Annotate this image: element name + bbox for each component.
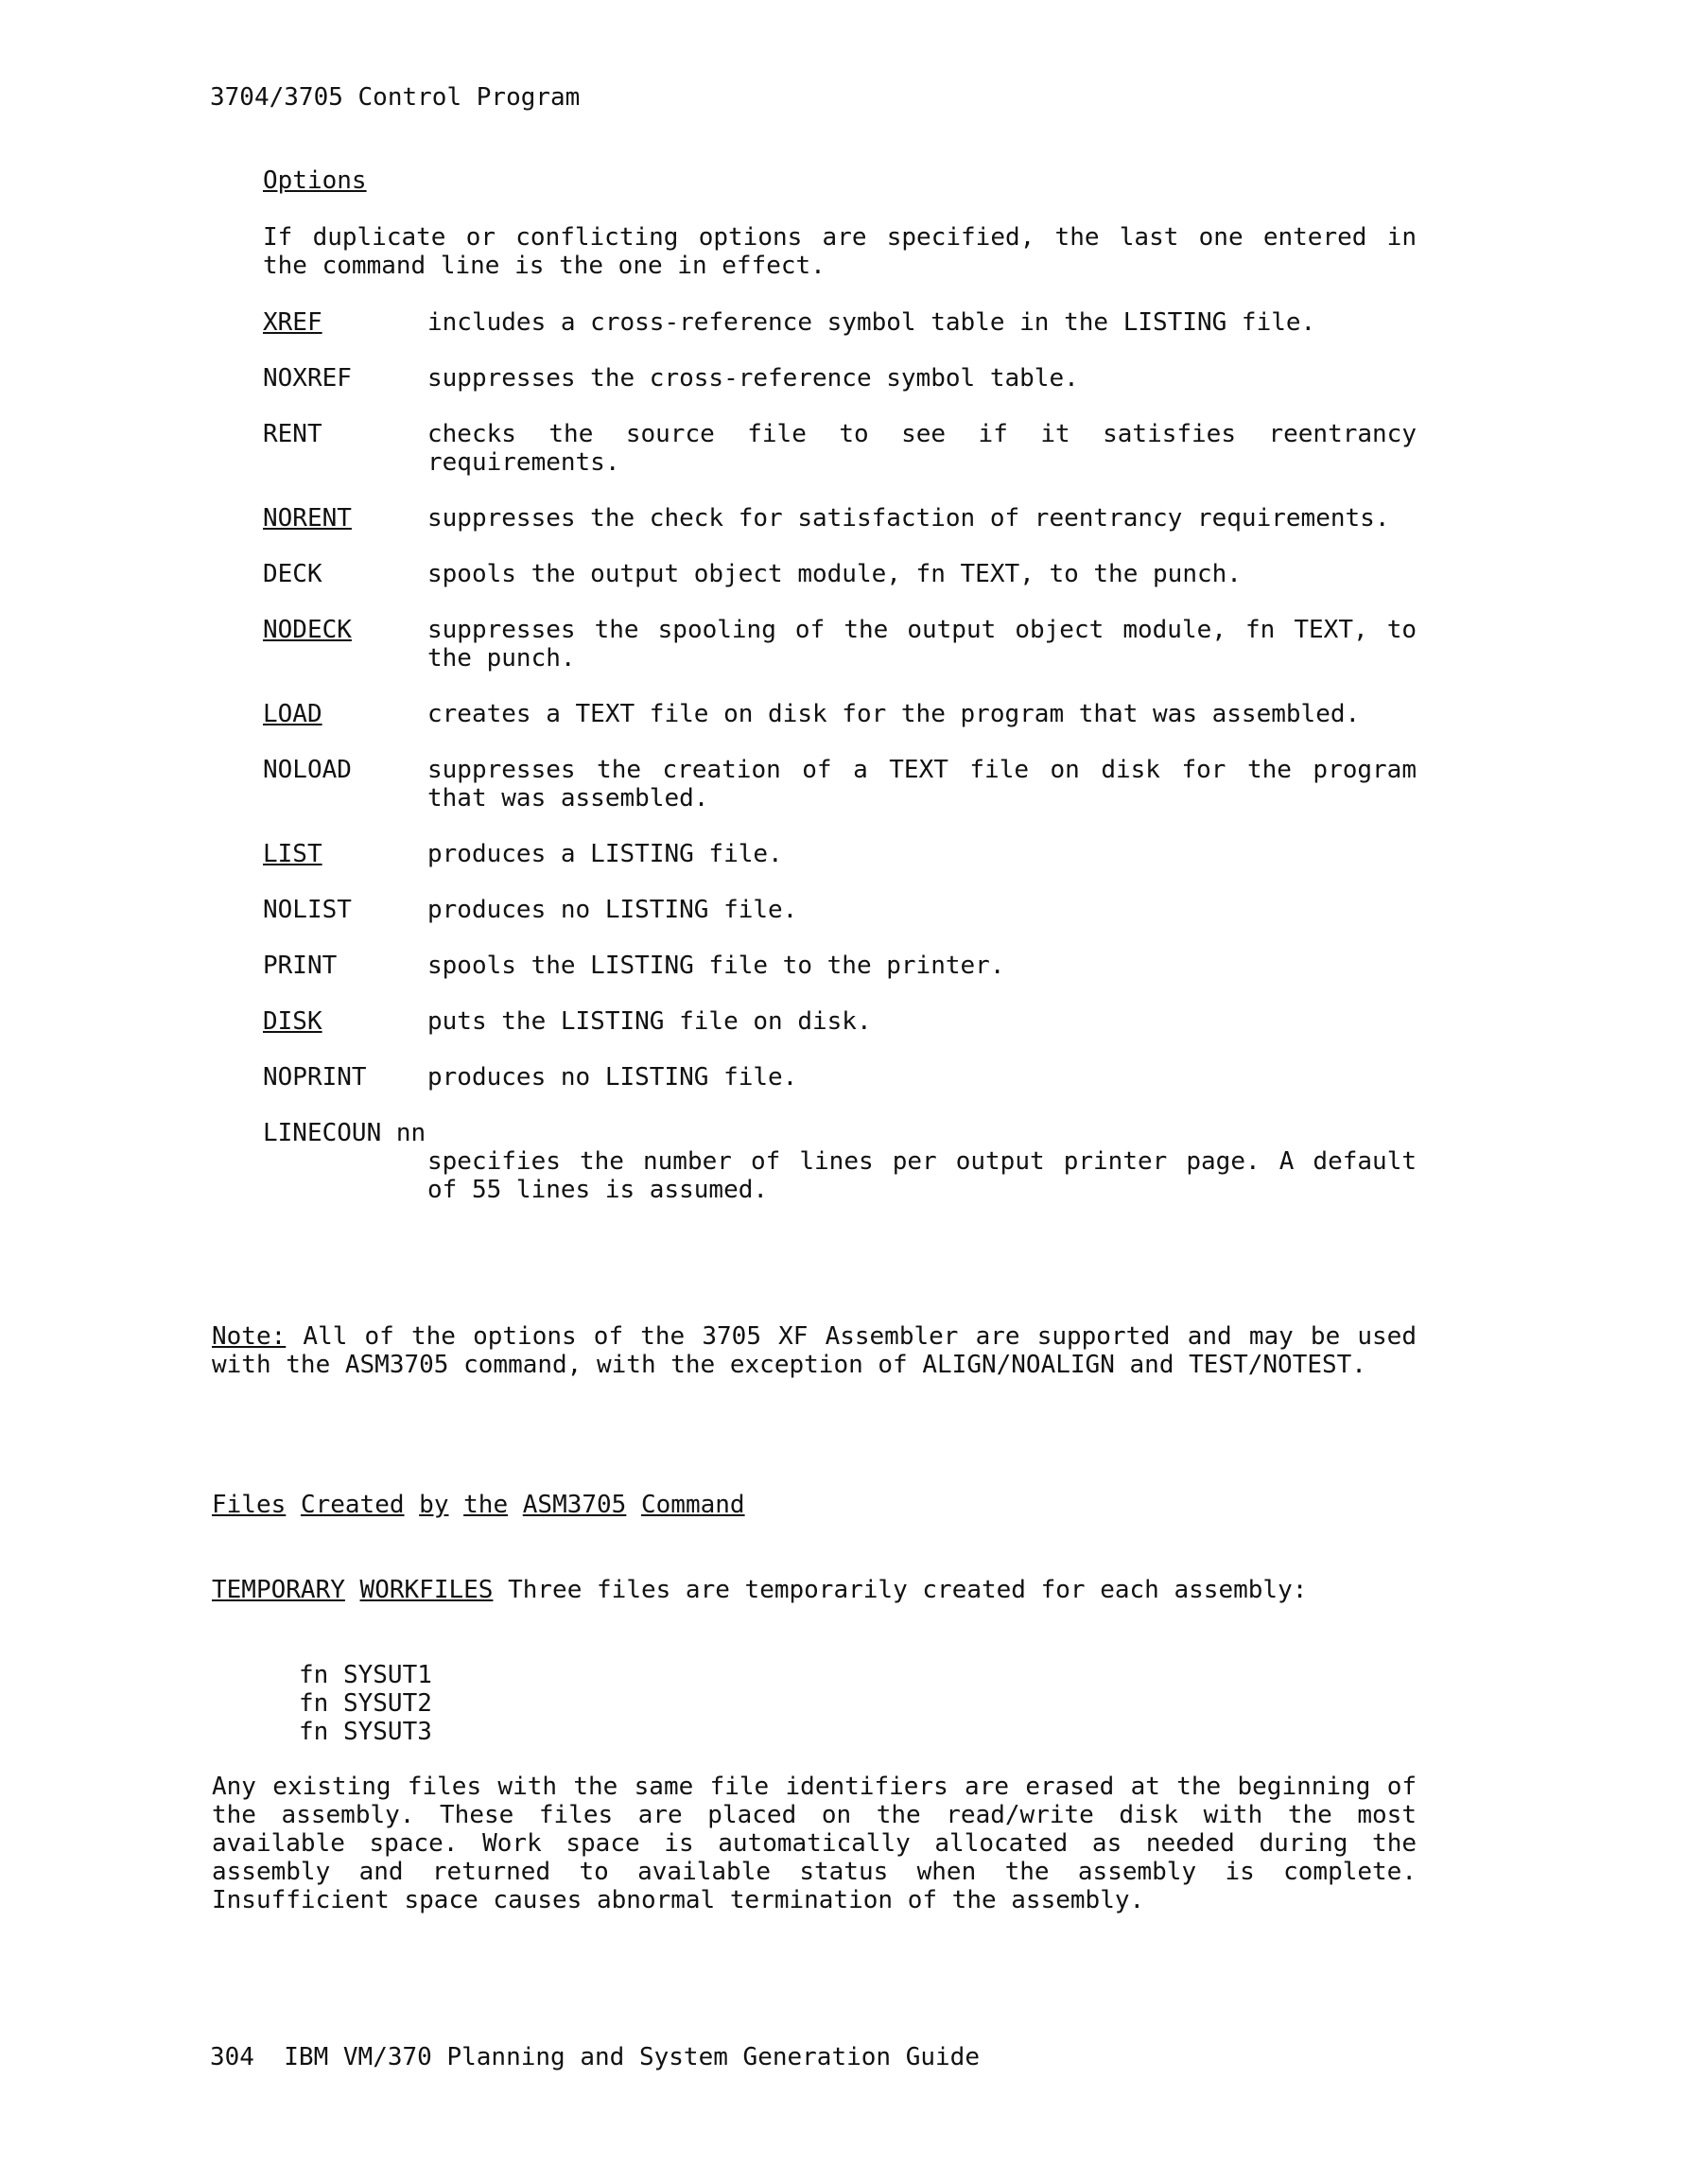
option-name: NORENT [263, 504, 352, 533]
option-row [263, 756, 1417, 812]
option-description: checks the source file to see if it satisfies reentrancy requirements. [427, 420, 1417, 477]
options-list [263, 308, 1417, 1232]
option-description: spools the LISTING file to the printer. [427, 952, 1005, 980]
options-intro: If duplicate or conflicting options are specified, the last one entered in the command line is the one in effect. [263, 223, 1417, 280]
workfile-item: fn SYSUT1 [299, 1661, 432, 1689]
option-description: produces no LISTING file. [427, 1063, 798, 1092]
running-head: 3704/3705 Control Program [210, 83, 581, 112]
option-description: creates a TEXT file on disk for the program that was assembled. [427, 700, 1361, 728]
option-description: suppresses the cross-reference symbol table. [427, 364, 1079, 393]
note-text: All of the options of the 3705 XF Assembler are supported and may be used with the ASM3705 command, with the exception of ALIGN/NOALIGN and TEST/NOTEST. [212, 1322, 1417, 1379]
option-name: XREF [263, 308, 322, 337]
existing-files-paragraph: Any existing files with the same file identifiers are erased at the beginning of the assembly. These files are placed on the read/write disk with the most available space. Work space is automatically allocated as needed during the assembly and returned to available status when the assembly is complete. Insufficient space causes abnormal termination of the assembly. [212, 1773, 1417, 1914]
temp-label-workfiles: WORKFILES [359, 1576, 494, 1604]
option-name: NOPRINT [263, 1063, 367, 1092]
section-title-options: Options [263, 166, 367, 195]
files-title-word: ASM3705 [522, 1491, 627, 1519]
option-row [263, 504, 1417, 533]
footer-page-number: 304 [210, 2043, 254, 2071]
option-name: LIST [263, 840, 322, 868]
temp-label-temporary: TEMPORARY [212, 1576, 345, 1604]
option-name: NOXREF [263, 364, 352, 393]
option-description: suppresses the check for satisfaction of reentrancy requirements. [427, 504, 1390, 533]
option-row [263, 308, 1417, 337]
note-paragraph [212, 1322, 1417, 1379]
option-row [263, 952, 1417, 980]
option-row [263, 560, 1417, 588]
option-name: NOLIST [263, 896, 352, 924]
files-title-word: Created [300, 1491, 405, 1519]
files-title-word: by [419, 1491, 449, 1519]
option-row [263, 1007, 1417, 1036]
temporary-workfiles-paragraph [212, 1576, 1417, 1604]
workfile-item: fn SYSUT3 [299, 1718, 432, 1746]
option-description: specifies the number of lines per output printer page. A default of 55 lines is assumed. [427, 1147, 1417, 1204]
option-name: RENT [263, 420, 322, 448]
files-title-word: Command [641, 1491, 745, 1519]
option-row [263, 364, 1417, 393]
note-label: Note: [212, 1322, 287, 1351]
option-name: PRINT [263, 952, 338, 980]
option-row [263, 420, 1417, 477]
footer-book-title: IBM VM/370 Planning and System Generation Guide [284, 2043, 980, 2071]
option-description: produces a LISTING file. [427, 840, 783, 868]
option-description: spools the output object module, fn TEXT, to the punch. [427, 560, 1242, 588]
option-name: DECK [263, 560, 322, 588]
option-description: includes a cross-reference symbol table in the LISTING file. [427, 308, 1316, 337]
option-name: LOAD [263, 700, 322, 728]
option-description: suppresses the spooling of the output object module, fn TEXT, to the punch. [427, 616, 1417, 673]
option-row [263, 1063, 1417, 1092]
option-row [263, 896, 1417, 924]
section-title-files [212, 1491, 745, 1519]
page-footer [210, 2043, 980, 2071]
option-row [263, 700, 1417, 728]
option-name: LINECOUN nn [263, 1119, 426, 1147]
option-row [263, 616, 1417, 673]
option-row [263, 840, 1417, 868]
option-name: NOLOAD [263, 756, 352, 784]
temp-text: Three files are temporarily created for each assembly: [493, 1576, 1308, 1604]
files-title-word: Files [212, 1491, 287, 1519]
option-description: produces no LISTING file. [427, 896, 798, 924]
option-description: suppresses the creation of a TEXT file on disk for the program that was assembled. [427, 756, 1417, 812]
option-name: DISK [263, 1007, 322, 1036]
workfile-list [299, 1661, 432, 1746]
workfile-item: fn SYSUT2 [299, 1689, 432, 1718]
files-title-word: the [463, 1491, 509, 1519]
option-name: NODECK [263, 616, 352, 644]
option-description: puts the LISTING file on disk. [427, 1007, 872, 1036]
option-row [263, 1119, 1417, 1204]
